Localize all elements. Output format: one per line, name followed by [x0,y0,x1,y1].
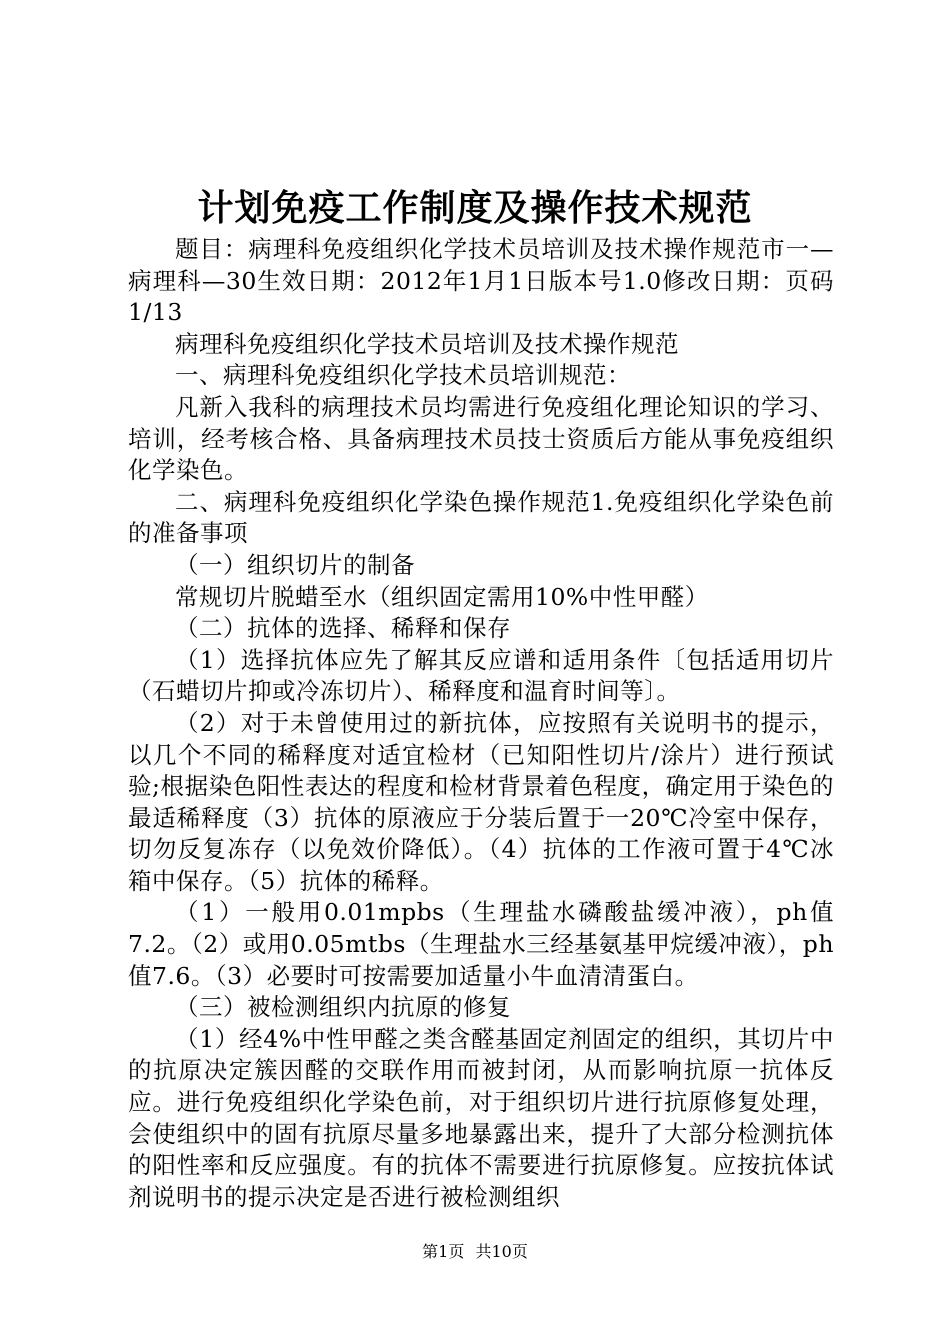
paragraph: （一）组织切片的制备 [175,550,415,579]
paragraph: （三）被检测组织内抗原的修复 [175,993,511,1022]
paragraph: 常规切片脱蜡至水（组织固定需用10%中性甲醛） [175,582,709,611]
paragraph: （2）对于未曾使用过的新抗体，应按照有关说明书的提示，以几个不同的稀释度对适宜检材（已知阳性切片/涂片）进行预试验;根据染色阳性表达的程度和检材背景着色程度，确定用于染色的最适稀释度（3）抗体的原液应于分装后置于一20℃冷室中保存，切勿反复冻存（以免效价降低）。（4）抗体的工作液可置于4℃冰箱中保存。（5）抗体的稀释。 [128,708,834,895]
document-title: 计划免疫工作制度及操作技术规范 [197,187,753,229]
paragraph: （二）抗体的选择、稀释和保存 [175,614,511,643]
page-footer [0,1241,950,1263]
paragraph: 一、病理科免疫组织化学技术员培训规范： [175,361,631,390]
paragraph: 二、病理科免疫组织化学染色操作规范1.免疫组织化学染色前的准备事项 [128,487,834,548]
paragraph: 病理科免疫组织化学技术员培训及技术操作规范 [175,329,679,358]
paragraph: （1）一般用0.01mpbs（生理盐水磷酸盐缓冲液），ph值7.2。（2）或用0.05mtbs（生理盐水三经基氨基甲烷缓冲液），ph值7.6。（3）必要时可按需要加适量小牛血清清蛋白。 [128,898,834,990]
paragraph: （1）经4%中性甲醛之类含醛基固定剂固定的组织，其切片中的抗原决定簇因醛的交联作用而被封闭，从而影响抗原一抗体反应。进行免疫组织化学染色前，对于组织切片进行抗原修复处理，会使组织中的固有抗原尽量多地暴露出来，提升了大部分检测抗体的阳性率和反应强度。有的抗体不需要进行抗原修复。应按抗体试剂说明书的提示决定是否进行被检测组织 [128,1024,834,1211]
paragraph: （1）选择抗体应先了解其反应谱和适用条件〔包括适用切片（石蜡切片抑或冷冻切片）、稀释度和温育时间等〕。 [128,645,834,706]
document-body [128,234,834,1213]
paragraph: 凡新入我科的病理技术员均需进行免疫组化理论知识的学习、培训，经考核合格、具备病理技术员技士资质后方能从事免疫组织化学染色。 [128,392,834,485]
page-number: 第1页 [422,1242,465,1261]
page-total: 共10页 [475,1242,528,1261]
paragraph: 题目：病理科免疫组织化学技术员培训及技术操作规范市一—病理科—30生效日期：2012年1月1日版本号1.0修改日期：页码1/13 [128,235,834,327]
